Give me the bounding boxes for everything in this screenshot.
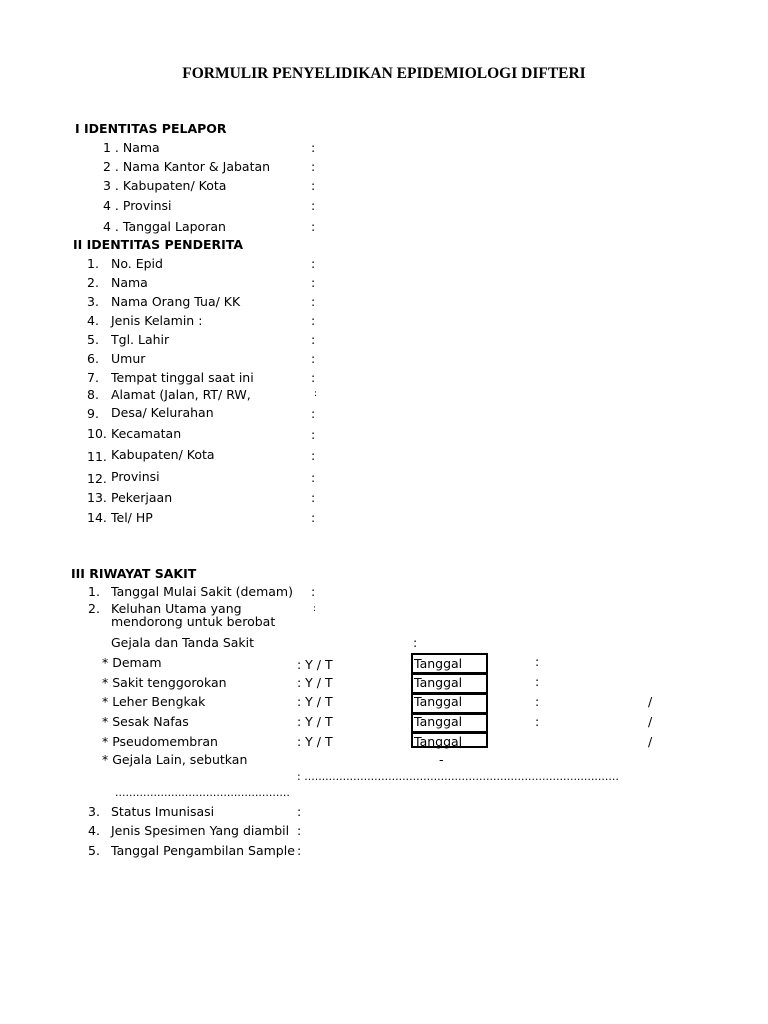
penderita-label: No. Epid	[111, 256, 163, 271]
penderita-colon: :	[311, 427, 316, 442]
symptom-slash: /	[648, 734, 653, 749]
symptom-yt[interactable]: : Y / T	[297, 675, 333, 690]
pelapor-nama-colon: :	[311, 140, 316, 155]
penderita-colon: :	[311, 351, 316, 366]
symptom-label: * Sakit tenggorokan	[102, 675, 227, 690]
pelapor-nama-label: 1 . Nama	[103, 140, 160, 155]
riwayat-5-num: 5.	[88, 843, 100, 858]
form-title: FORMULIR PENYELIDIKAN EPIDEMIOLOGI DIFTERI	[182, 65, 586, 82]
symptom-slash: /	[648, 694, 653, 709]
section-1-heading: I IDENTITAS PELAPOR	[75, 121, 227, 136]
symptom-colon: :	[535, 674, 540, 689]
riwayat-2-colon: :	[313, 604, 317, 614]
pelapor-kabupaten-label: 3 . Kabupaten/ Kota	[103, 178, 227, 193]
pelapor-kantor-label: 2 . Nama Kantor & Jabatan	[103, 159, 271, 174]
symptom-tanggal-label: Tanggal	[414, 734, 463, 749]
gejala-lain-dots-1[interactable]: : ..........................................................................................	[297, 770, 619, 783]
penderita-num: 9.	[87, 406, 99, 421]
riwayat-4-colon: :	[297, 823, 302, 838]
penderita-colon: :	[311, 470, 316, 485]
penderita-colon: :	[311, 370, 316, 385]
symptom-colon: :	[535, 714, 540, 729]
symptom-tanggal-label: Tanggal	[414, 675, 463, 690]
riwayat-4-num: 4.	[88, 823, 100, 838]
penderita-colon: :	[311, 313, 316, 328]
penderita-label: Jenis Kelamin :	[111, 313, 203, 328]
penderita-label: Provinsi	[111, 469, 160, 484]
gejala-lain-dash: -	[439, 752, 444, 767]
symptom-yt[interactable]: : Y / T	[297, 657, 333, 672]
penderita-num: 13.	[87, 490, 107, 505]
section-3-heading: III RIWAYAT SAKIT	[71, 566, 197, 581]
penderita-num: 5.	[87, 332, 99, 347]
riwayat-1-label: Tanggal Mulai Sakit (demam)	[111, 584, 293, 599]
penderita-label: Kecamatan	[111, 426, 182, 441]
pelapor-kabupaten-colon: :	[311, 178, 316, 193]
penderita-label: Desa/ Kelurahan	[111, 405, 214, 420]
riwayat-2-label-line1: Keluhan Utama yang	[111, 601, 242, 616]
penderita-num: 12.	[87, 471, 107, 486]
pelapor-tanggal-label: 4 . Tanggal Laporan	[103, 219, 226, 234]
symptom-yt[interactable]: : Y / T	[297, 734, 333, 749]
symptom-yt[interactable]: : Y / T	[297, 714, 333, 729]
riwayat-3-num: 3.	[88, 804, 100, 819]
penderita-num: 1.	[87, 256, 99, 271]
pelapor-provinsi-label: 4 . Provinsi	[103, 198, 172, 213]
penderita-num: 2.	[87, 275, 99, 290]
penderita-num: 3.	[87, 294, 99, 309]
penderita-label: Kabupaten/ Kota	[111, 447, 215, 462]
penderita-colon: :	[311, 448, 316, 463]
riwayat-4-label: Jenis Spesimen Yang diambil	[111, 823, 290, 838]
riwayat-2-num: 2.	[88, 601, 100, 616]
symptom-label: * Sesak Nafas	[102, 714, 189, 729]
riwayat-5-colon: :	[297, 843, 302, 858]
penderita-num: 8.	[87, 387, 99, 402]
symptom-yt[interactable]: : Y / T	[297, 694, 333, 709]
gejala-lain-dots-2[interactable]: ..................................................	[115, 786, 290, 799]
penderita-label: Nama	[111, 275, 148, 290]
penderita-colon: :	[311, 275, 316, 290]
symptom-tanggal-label: Tanggal	[414, 656, 463, 671]
riwayat-3-label: Status Imunisasi	[111, 804, 215, 819]
penderita-colon: :	[311, 256, 316, 271]
gejala-heading: Gejala dan Tanda Sakit	[111, 635, 255, 650]
penderita-colon: :	[311, 332, 316, 347]
symptom-colon: :	[535, 654, 540, 669]
penderita-label: Pekerjaan	[111, 490, 173, 505]
pelapor-tanggal-colon: :	[311, 219, 316, 234]
riwayat-5-label: Tanggal Pengambilan Sample	[111, 843, 295, 858]
penderita-colon: :	[311, 510, 316, 525]
penderita-label: Alamat (Jalan, RT/ RW,	[111, 387, 251, 402]
penderita-label: Tempat tinggal saat ini	[111, 370, 254, 385]
penderita-label: Tel/ HP	[111, 510, 153, 525]
pelapor-provinsi-colon: :	[311, 198, 316, 213]
penderita-colon: :	[311, 490, 316, 505]
gejala-lain-label: * Gejala Lain, sebutkan	[102, 752, 248, 767]
penderita-label: Umur	[111, 351, 146, 366]
penderita-num: 6.	[87, 351, 99, 366]
penderita-num: 10.	[87, 426, 107, 441]
penderita-colon: :	[311, 406, 316, 421]
penderita-label: Tgl. Lahir	[111, 332, 170, 347]
pelapor-kantor-colon: :	[311, 159, 316, 174]
riwayat-3-colon: :	[297, 804, 302, 819]
penderita-num: 7.	[87, 370, 99, 385]
symptom-colon: :	[535, 694, 540, 709]
symptom-tanggal-label: Tanggal	[414, 714, 463, 729]
symptom-label: * Demam	[102, 655, 162, 670]
symptom-tanggal-label: Tanggal	[414, 694, 463, 709]
penderita-colon: :	[314, 389, 318, 399]
gejala-colon: :	[413, 635, 418, 650]
penderita-colon: :	[311, 294, 316, 309]
section-2-heading: II IDENTITAS PENDERITA	[73, 237, 244, 252]
symptom-label: * Leher Bengkak	[102, 694, 206, 709]
riwayat-2-label-line2: mendorong untuk berobat	[111, 614, 276, 629]
symptom-slash: /	[648, 714, 653, 729]
symptom-label: * Pseudomembran	[102, 734, 218, 749]
penderita-num: 4.	[87, 313, 99, 328]
riwayat-1-num: 1.	[88, 584, 100, 599]
riwayat-1-colon: :	[311, 584, 316, 599]
penderita-num: 11.	[87, 449, 107, 464]
penderita-num: 14.	[87, 510, 107, 525]
penderita-label: Nama Orang Tua/ KK	[111, 294, 241, 309]
